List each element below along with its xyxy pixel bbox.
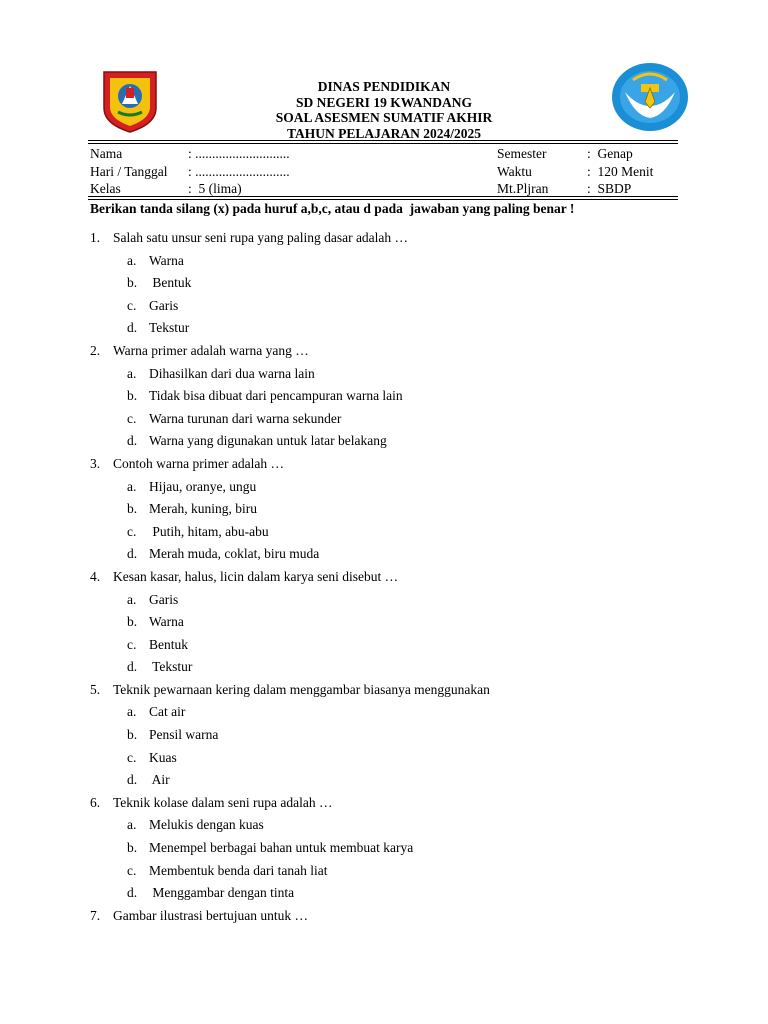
option-text: Warna yang digunakan untuk latar belakang bbox=[149, 433, 387, 449]
question-number: 2. bbox=[90, 342, 101, 358]
option-letter: a. bbox=[127, 478, 137, 494]
option-text: Bentuk bbox=[149, 636, 188, 652]
option-letter: d. bbox=[127, 320, 138, 336]
option-letter: d. bbox=[127, 433, 138, 449]
info-row-tanggal bbox=[90, 163, 678, 181]
option-text: Tekstur bbox=[149, 320, 190, 336]
info-divider-bottom bbox=[88, 199, 678, 200]
tut-wuri-handayani-icon bbox=[611, 62, 689, 132]
option-text: Garis bbox=[149, 591, 179, 607]
header-divider-bottom bbox=[88, 143, 678, 144]
option-text: Tekstur bbox=[149, 659, 193, 675]
option-letter: c. bbox=[127, 297, 137, 313]
question-number: 1. bbox=[90, 230, 101, 245]
option-text: Menggambar dengan tinta bbox=[149, 885, 295, 901]
option-letter: b. bbox=[127, 501, 138, 517]
option-letter: a. bbox=[127, 817, 137, 833]
student-info-block bbox=[90, 145, 678, 198]
question-number: 7. bbox=[90, 907, 101, 923]
mapel-value: : SBDP bbox=[587, 181, 632, 196]
document-header bbox=[200, 79, 568, 141]
option-letter: b. bbox=[127, 388, 138, 404]
option-text: Putih, hitam, abu-abu bbox=[149, 523, 269, 539]
question-number: 3. bbox=[90, 455, 101, 471]
option-text: Warna bbox=[149, 614, 184, 630]
kelas-label: Kelas bbox=[90, 181, 121, 196]
option-letter: b. bbox=[127, 614, 138, 630]
option-text: Warna bbox=[149, 252, 184, 268]
option-text: Air bbox=[149, 772, 170, 788]
regional-crest-icon bbox=[100, 68, 160, 134]
tanggal-value: : ............................ bbox=[188, 163, 290, 179]
option-letter: c. bbox=[127, 523, 137, 539]
info-row-nama bbox=[90, 145, 678, 163]
kelas-value: : 5 (lima) bbox=[188, 181, 242, 196]
semester-value: : Genap bbox=[587, 146, 633, 161]
info-row-kelas bbox=[90, 180, 678, 198]
question-number: 6. bbox=[90, 794, 101, 810]
question-text: Salah satu unsur seni rupa yang paling dasar adalah … bbox=[113, 230, 409, 245]
question-text: Contoh warna primer adalah … bbox=[113, 455, 284, 471]
school-name: SD NEGERI 19 KWANDANG bbox=[296, 94, 472, 110]
option-letter: d. bbox=[127, 772, 138, 788]
option-text: Pensil warna bbox=[149, 727, 219, 743]
option-letter: d. bbox=[127, 546, 138, 562]
option-text: Bentuk bbox=[149, 275, 192, 291]
question-number: 5. bbox=[90, 681, 101, 697]
option-letter: d. bbox=[127, 659, 138, 675]
option-letter: a. bbox=[127, 365, 137, 381]
semester-label: Semester bbox=[497, 146, 547, 161]
question-text: Kesan kasar, halus, licin dalam karya seni disebut … bbox=[113, 568, 399, 584]
info-divider-top bbox=[88, 196, 678, 197]
option-letter: c. bbox=[127, 749, 137, 765]
academic-year: TAHUN PELAJARAN 2024/2025 bbox=[286, 125, 481, 141]
option-text: Kuas bbox=[149, 749, 177, 765]
option-text: Merah, kuning, biru bbox=[149, 501, 257, 517]
question-text: Gambar ilustrasi bertujuan untuk … bbox=[113, 907, 308, 923]
mapel-label: Mt.Pljran bbox=[497, 181, 549, 196]
option-letter: b. bbox=[127, 840, 138, 856]
agency-title: DINAS PENDIDIKAN bbox=[317, 79, 451, 94]
option-letter: b. bbox=[127, 275, 138, 291]
option-text: Membentuk benda dari tanah liat bbox=[149, 862, 328, 878]
option-text: Merah muda, coklat, biru muda bbox=[149, 546, 320, 562]
question-text: Warna primer adalah warna yang … bbox=[113, 342, 309, 358]
exam-title: SOAL ASESMEN SUMATIF AKHIR bbox=[275, 110, 493, 125]
option-text: Hijau, oranye, ungu bbox=[149, 478, 257, 494]
option-letter: c. bbox=[127, 862, 137, 878]
option-text: Dihasilkan dari dua warna lain bbox=[149, 365, 315, 381]
option-text: Cat air bbox=[149, 704, 186, 720]
instruction-text: Berikan tanda silang (x) pada huruf a,b,c, atau d pada jawaban yang paling benar ! bbox=[90, 201, 575, 216]
waktu-value: : 120 Menit bbox=[587, 163, 654, 179]
nama-value: : ............................ bbox=[188, 146, 290, 161]
option-text: Menempel berbagai bahan untuk membuat karya bbox=[149, 840, 414, 856]
option-letter: d. bbox=[127, 885, 138, 901]
option-letter: c. bbox=[127, 410, 137, 426]
option-text: Tidak bisa dibuat dari pencampuran warna lain bbox=[149, 388, 403, 404]
option-letter: c. bbox=[127, 636, 137, 652]
question-number: 4. bbox=[90, 568, 101, 584]
option-letter: a. bbox=[127, 704, 137, 720]
option-text: Warna turunan dari warna sekunder bbox=[149, 410, 342, 426]
option-letter: b. bbox=[127, 727, 138, 743]
option-letter: a. bbox=[127, 591, 137, 607]
question-text: Teknik pewarnaan kering dalam menggambar biasanya menggunakan bbox=[113, 681, 490, 697]
waktu-label: Waktu bbox=[497, 163, 532, 179]
header-divider-top bbox=[88, 140, 678, 141]
nama-label: Nama bbox=[90, 146, 123, 161]
option-text: Melukis dengan kuas bbox=[149, 817, 264, 833]
tanggal-label: Hari / Tanggal bbox=[90, 163, 168, 179]
option-text: Garis bbox=[149, 297, 179, 313]
option-letter: a. bbox=[127, 252, 137, 268]
question-text: Teknik kolase dalam seni rupa adalah … bbox=[113, 794, 333, 810]
